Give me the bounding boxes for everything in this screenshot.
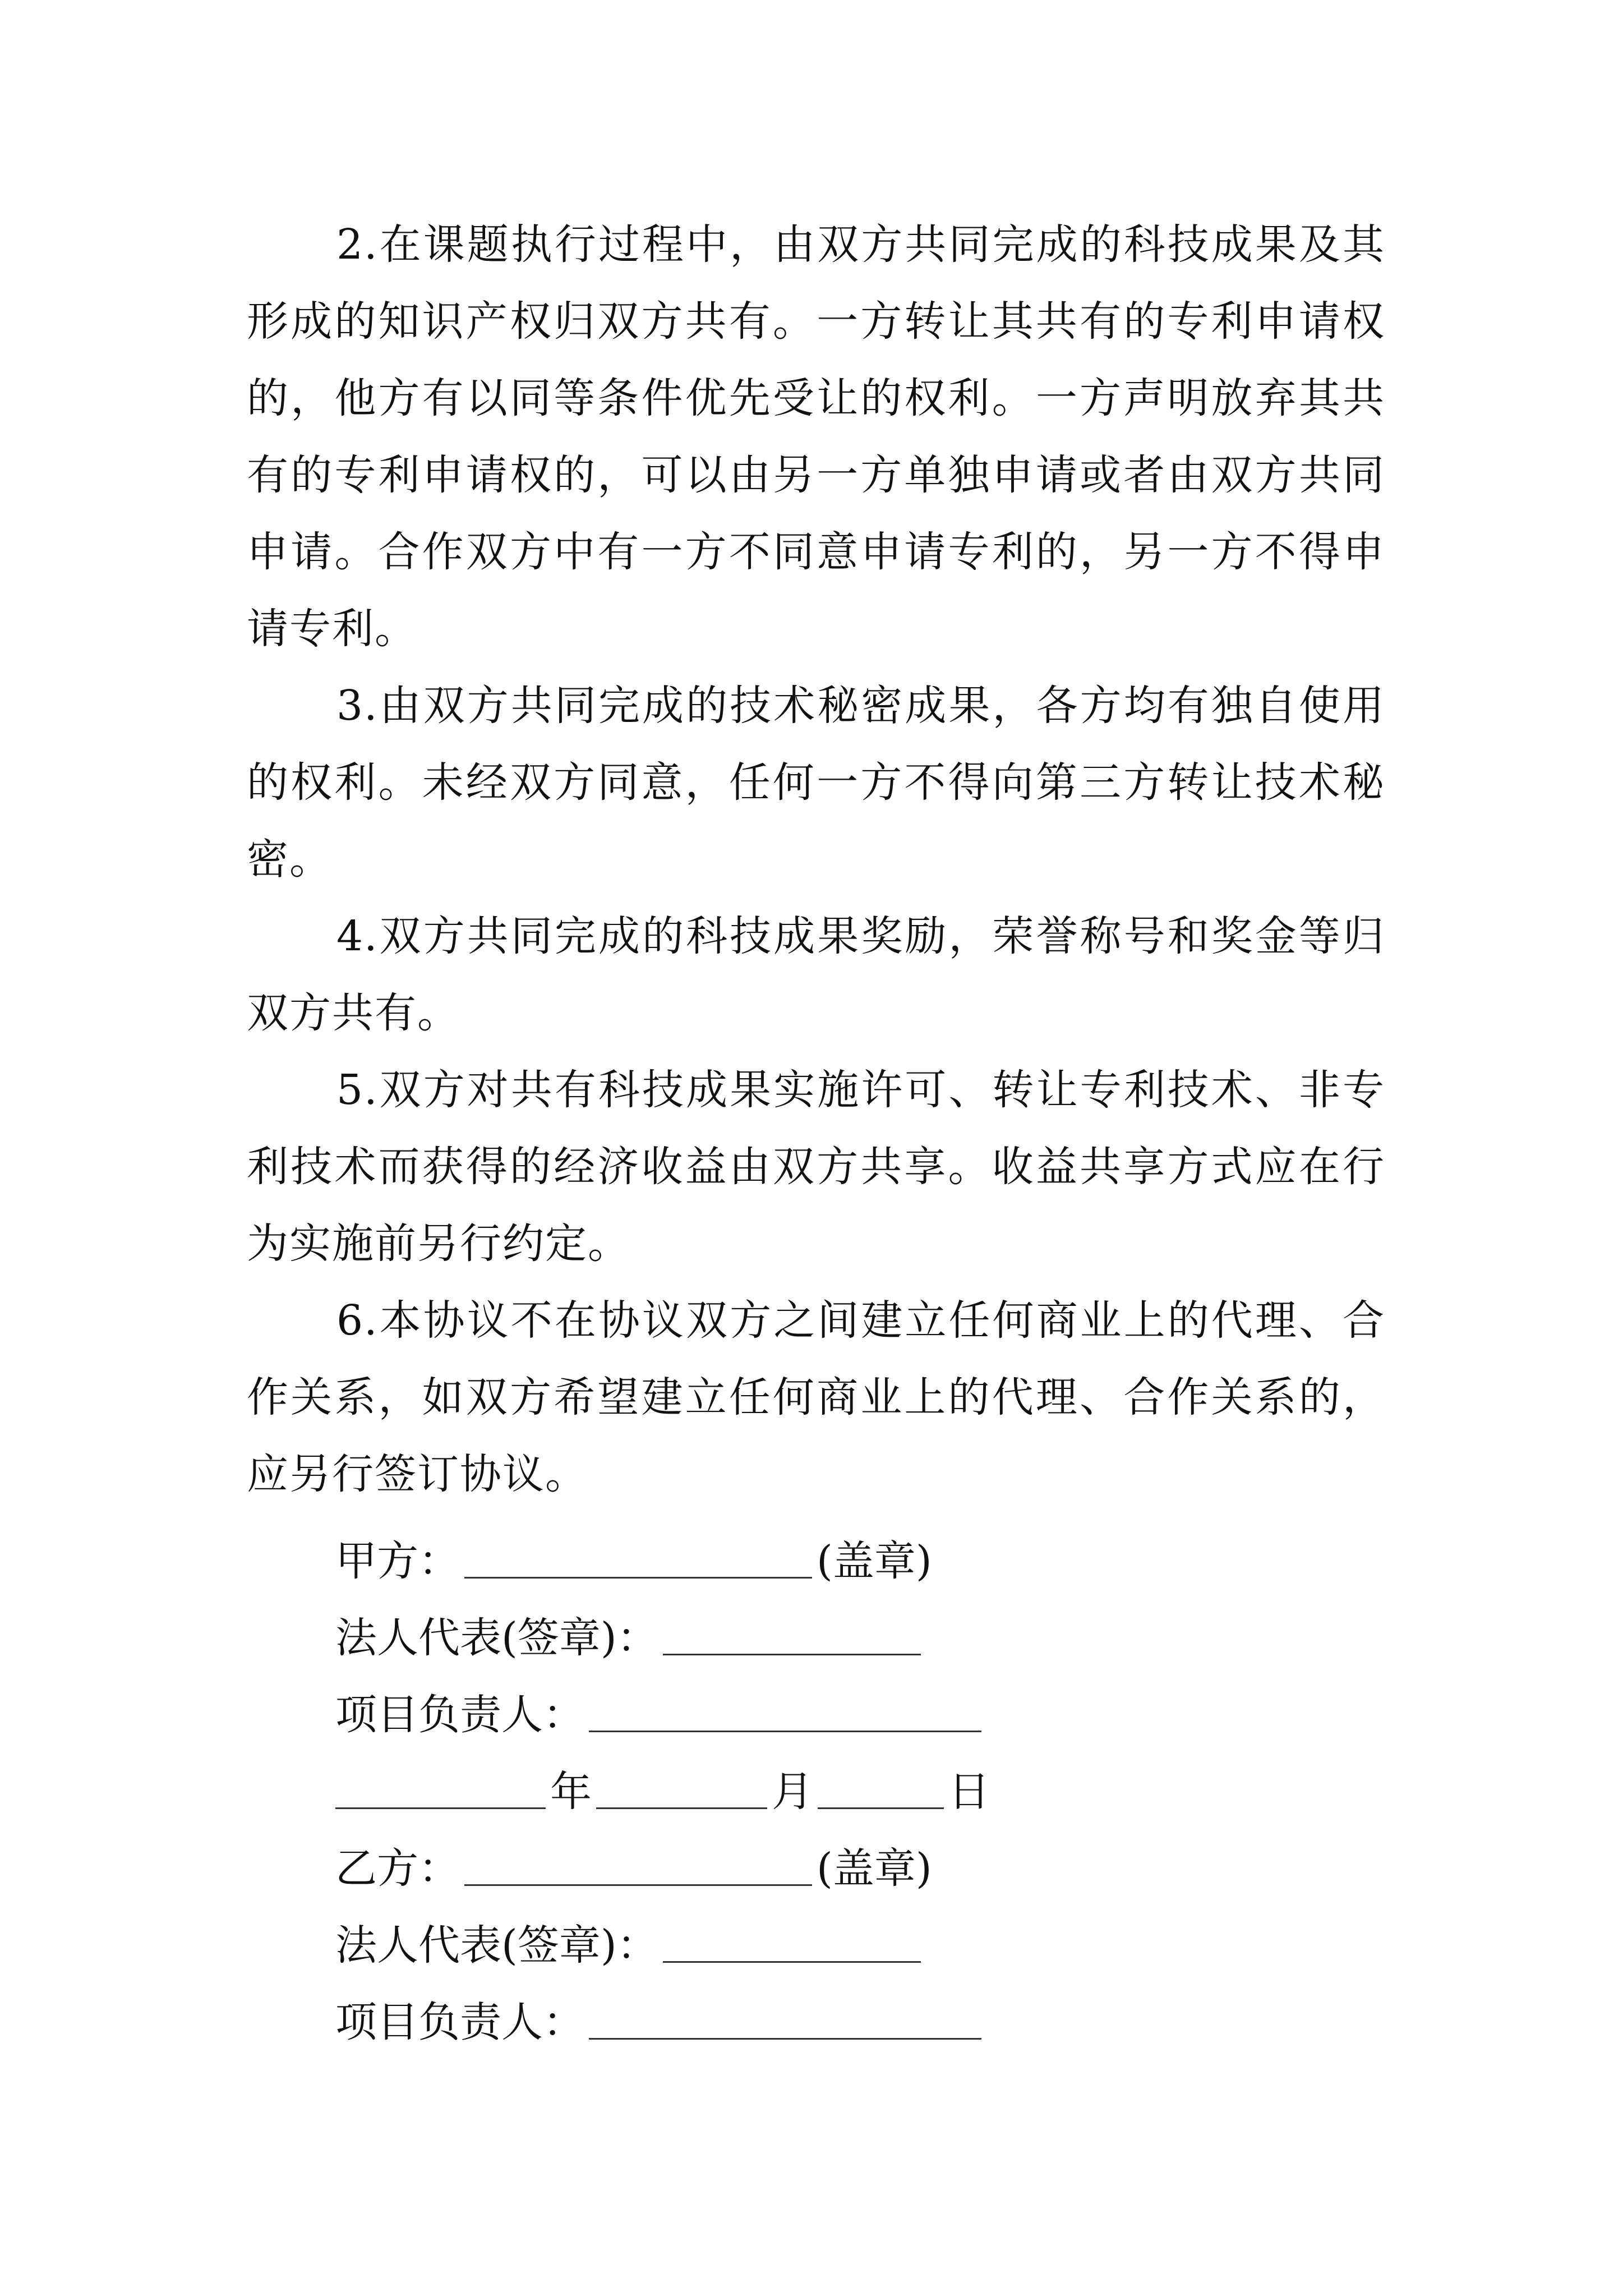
party-b-legal-rep-blank[interactable] bbox=[663, 1920, 921, 1963]
clause-5: 5.双方对共有科技成果实施许可、转让专利技术、非专利技术而获得的经济收益由双方共享。收益共享方式应在行为实施前另行约定。 bbox=[247, 1066, 1385, 1268]
party-b-seal: (盖章) bbox=[817, 1844, 932, 1893]
party-b-label: 乙方： bbox=[335, 1844, 460, 1893]
party-a-project-lead-label: 项目负责人： bbox=[335, 1691, 584, 1739]
party-a-label: 甲方： bbox=[335, 1537, 460, 1585]
month-label: 月 bbox=[772, 1768, 813, 1816]
clause-6: 6.本协议不在协议双方之间建立任何商业上的代理、合作关系，如双方希望建立任何商业上的代理、合作关系的，应另行签订协议。 bbox=[247, 1296, 1385, 1498]
party-a-seal: (盖章) bbox=[817, 1537, 932, 1585]
day-label: 日 bbox=[948, 1768, 990, 1816]
party-b-project-lead-blank[interactable] bbox=[589, 1996, 981, 2040]
party-b-blank[interactable] bbox=[464, 1843, 812, 1886]
party-a-row bbox=[335, 1523, 932, 1600]
party-a-blank[interactable] bbox=[464, 1535, 812, 1579]
party-a-legal-rep-label: 法人代表(签章)： bbox=[335, 1614, 658, 1662]
clause-4: 4.双方共同完成的科技成果奖励，荣誉称号和奖金等归双方共有。 bbox=[247, 912, 1385, 1037]
agreement-body bbox=[247, 206, 1385, 1513]
party-b-project-lead-label: 项目负责人： bbox=[335, 1998, 584, 2046]
year-blank[interactable] bbox=[335, 1766, 546, 1809]
party-a-project-lead-blank[interactable] bbox=[589, 1689, 981, 1732]
date-row bbox=[335, 1754, 990, 1830]
year-label: 年 bbox=[550, 1768, 592, 1816]
clause-3: 3.由双方共同完成的技术秘密成果，各方均有独自使用的权利。未经双方同意，任何一方不得向第三方转让技术秘密。 bbox=[247, 682, 1385, 884]
party-a-legal-rep-row bbox=[335, 1600, 925, 1677]
month-blank[interactable] bbox=[596, 1766, 767, 1809]
party-b-legal-rep-label: 法人代表(签章)： bbox=[335, 1921, 658, 1970]
party-a-legal-rep-blank[interactable] bbox=[663, 1612, 921, 1655]
party-b-project-lead-row bbox=[335, 1984, 986, 2061]
clause-2: 2.在课题执行过程中，由双方共同完成的科技成果及其形成的知识产权归双方共有。一方转让其共有的专利申请权的，他方有以同等条件优先受让的权利。一方声明放弃其共有的专利申请权的，可以由另一方单独申请或者由双方共同申请。合作双方中有一方不同意申请专利的，另一方不得申请专利。 bbox=[247, 220, 1385, 653]
party-a-project-lead-row bbox=[335, 1677, 986, 1754]
day-blank[interactable] bbox=[818, 1766, 944, 1809]
party-b-row bbox=[335, 1830, 932, 1907]
party-b-legal-rep-row bbox=[335, 1907, 925, 1984]
